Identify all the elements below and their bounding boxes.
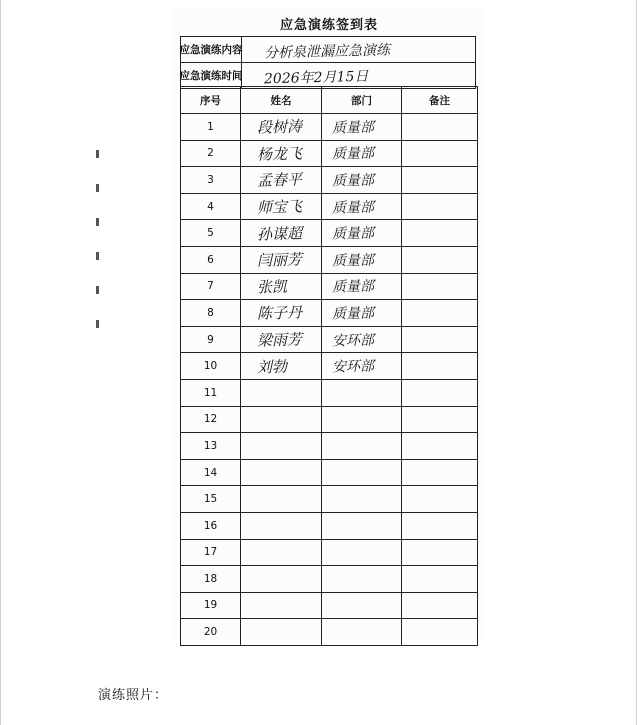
margin-mark [96, 252, 99, 260]
remark-cell [402, 300, 478, 327]
row-number: 3 [181, 167, 241, 194]
row-number: 8 [181, 300, 241, 327]
signature-name-cell [241, 193, 322, 220]
signature-name: 孙谋超 [256, 224, 303, 244]
handwritten-department-cell [322, 246, 402, 273]
header-note: 备注 [402, 87, 478, 114]
signature-name: 张凯 [256, 277, 288, 297]
table-row [181, 193, 478, 220]
signature-name-cell [241, 619, 322, 646]
binding-margin-marks [96, 150, 106, 354]
remark-cell [402, 220, 478, 247]
signature-name: 闫丽芳 [256, 250, 303, 270]
signature-name: 陈子丹 [256, 303, 303, 324]
margin-mark [96, 320, 99, 328]
remark-cell [402, 459, 478, 486]
signature-name-cell [241, 300, 322, 327]
table-row [181, 486, 478, 513]
table-row [181, 326, 478, 353]
row-number: 7 [181, 273, 241, 300]
handwritten-department: 质量部 [331, 145, 375, 163]
signature-name-cell [241, 486, 322, 513]
table-row [181, 539, 478, 566]
handwritten-department-cell [322, 114, 402, 141]
handwritten-department: 安环部 [331, 331, 375, 350]
signature-name-cell [241, 167, 322, 194]
drill-photos-label: 演练照片： [98, 688, 169, 703]
signature-name: 梁雨芳 [256, 330, 303, 350]
remark-cell [402, 326, 478, 353]
handwritten-department-cell [322, 167, 402, 194]
signature-name-cell [241, 512, 322, 539]
remark-cell [402, 566, 478, 593]
remark-cell [402, 167, 478, 194]
row-number: 19 [181, 592, 241, 619]
remark-cell [402, 486, 478, 513]
remark-cell [402, 193, 478, 220]
info-value-time [242, 63, 475, 88]
signature-name-cell [241, 379, 322, 406]
handwritten-department-cell [322, 220, 402, 247]
handwritten-drill-date: 2026年2月15日 [263, 68, 369, 88]
remark-cell [402, 433, 478, 460]
remark-cell [402, 592, 478, 619]
margin-mark [96, 150, 99, 158]
table-row [181, 512, 478, 539]
row-number: 15 [181, 486, 241, 513]
table-row [181, 353, 478, 380]
remark-cell [402, 379, 478, 406]
handwritten-department: 质量部 [331, 225, 375, 243]
remark-cell [402, 140, 478, 167]
row-number: 14 [181, 459, 241, 486]
table-row [181, 167, 478, 194]
table-row [181, 592, 478, 619]
info-label-content: 应急演练内容 [181, 37, 242, 62]
row-number: 10 [181, 353, 241, 380]
signature-name-cell [241, 114, 322, 141]
handwritten-department-cell [322, 353, 402, 380]
header-dept: 部门 [322, 87, 402, 114]
handwritten-department: 质量部 [331, 305, 375, 323]
info-value-content [242, 37, 475, 62]
remark-cell [402, 539, 478, 566]
header-no: 序号 [181, 87, 241, 114]
handwritten-drill-content: 分析泉泄漏应急演练 [263, 42, 391, 62]
signature-name-cell [241, 433, 322, 460]
signature-name-cell [241, 140, 322, 167]
attendance-table [180, 86, 478, 646]
signature-name: 师宝飞 [256, 197, 303, 217]
row-number: 18 [181, 566, 241, 593]
row-number: 17 [181, 539, 241, 566]
signature-name-cell [241, 459, 322, 486]
row-number: 6 [181, 246, 241, 273]
handwritten-department-cell [322, 300, 402, 327]
margin-mark [96, 286, 99, 294]
handwritten-department: 质量部 [331, 252, 375, 270]
row-number: 16 [181, 512, 241, 539]
signature-name: 段树涛 [256, 117, 303, 137]
handwritten-department-cell [322, 512, 402, 539]
table-row [181, 459, 478, 486]
signature-name: 刘勃 [256, 357, 288, 377]
handwritten-department-cell [322, 486, 402, 513]
handwritten-department-cell [322, 406, 402, 433]
remark-cell [402, 246, 478, 273]
remark-cell [402, 273, 478, 300]
handwritten-department: 安环部 [331, 358, 375, 376]
handwritten-department-cell [322, 433, 402, 460]
table-row [181, 114, 478, 141]
table-row [181, 433, 478, 460]
signature-name-cell [241, 246, 322, 273]
row-number: 2 [181, 140, 241, 167]
signature-name-cell [241, 539, 322, 566]
table-row [181, 566, 478, 593]
sheet-title: 应急演练签到表 [279, 18, 378, 33]
handwritten-department-cell [322, 140, 402, 167]
signature-name-cell [241, 326, 322, 353]
remark-cell [402, 353, 478, 380]
signature-name-cell [241, 406, 322, 433]
remark-cell [402, 512, 478, 539]
handwritten-department: 质量部 [331, 278, 375, 296]
row-number: 9 [181, 326, 241, 353]
row-number: 12 [181, 406, 241, 433]
row-number: 20 [181, 619, 241, 646]
signature-name-cell [241, 566, 322, 593]
table-row [181, 379, 478, 406]
table-row [181, 406, 478, 433]
table-row [181, 300, 478, 327]
signature-name-cell [241, 353, 322, 380]
row-number: 1 [181, 114, 241, 141]
handwritten-department-cell [322, 459, 402, 486]
row-number: 13 [181, 433, 241, 460]
handwritten-department-cell [322, 193, 402, 220]
remark-cell [402, 406, 478, 433]
header-name: 姓名 [241, 87, 322, 114]
signature-name-cell [241, 273, 322, 300]
handwritten-department: 质量部 [331, 119, 375, 137]
table-row [181, 273, 478, 300]
table-row [181, 220, 478, 247]
table-body [181, 114, 478, 646]
handwritten-department: 质量部 [331, 199, 375, 217]
drill-info-box [180, 36, 476, 89]
handwritten-department-cell [322, 379, 402, 406]
info-row-content [181, 37, 475, 63]
info-label-time: 应急演练时间 [181, 63, 242, 88]
remark-cell [402, 619, 478, 646]
row-number: 11 [181, 379, 241, 406]
page-edge-left [0, 0, 1, 725]
handwritten-department-cell [322, 273, 402, 300]
signature-name: 孟春平 [256, 170, 303, 191]
handwritten-department: 质量部 [331, 172, 375, 190]
table-header-row [181, 87, 478, 114]
handwritten-department-cell [322, 566, 402, 593]
row-number: 5 [181, 220, 241, 247]
table-row [181, 246, 478, 273]
signature-name-cell [241, 220, 322, 247]
handwritten-department-cell [322, 326, 402, 353]
margin-mark [96, 218, 99, 226]
signature-name: 杨龙飞 [256, 144, 303, 164]
margin-mark [96, 184, 99, 192]
table-row [181, 619, 478, 646]
remark-cell [402, 114, 478, 141]
table-row [181, 140, 478, 167]
handwritten-department-cell [322, 539, 402, 566]
row-number: 4 [181, 193, 241, 220]
handwritten-department-cell [322, 592, 402, 619]
handwritten-department-cell [322, 619, 402, 646]
signature-name-cell [241, 592, 322, 619]
